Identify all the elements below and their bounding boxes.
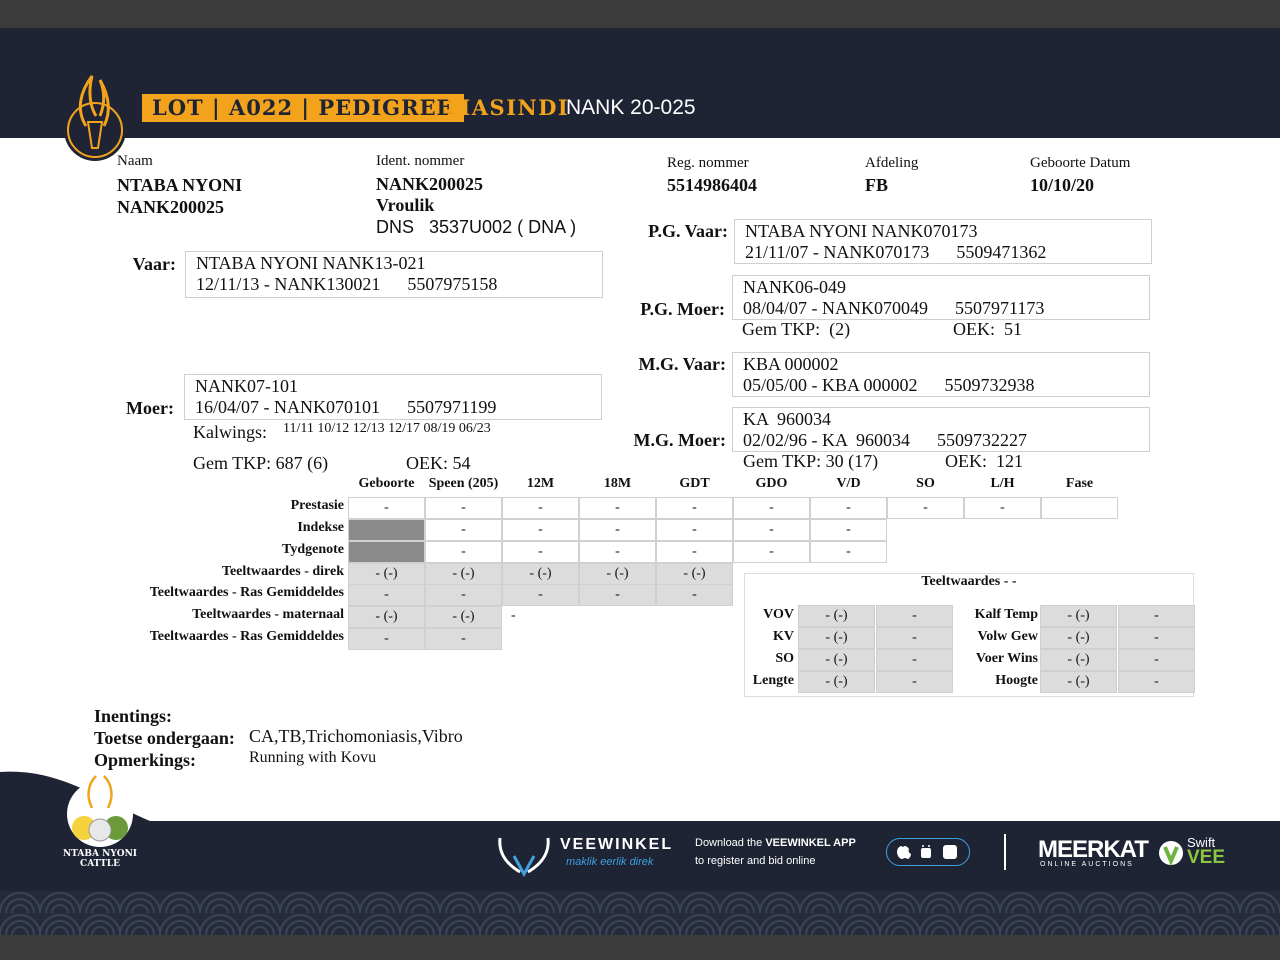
ident-label: Ident. nommer [376, 153, 465, 169]
tw-left-avg: - [876, 671, 953, 693]
mg-vaar-box [732, 352, 1150, 397]
perf-cell: - [733, 497, 810, 519]
tw-right-value: - (-) [1040, 605, 1117, 627]
tw-left-value: - (-) [798, 649, 875, 671]
perf-cell: - [887, 497, 964, 519]
perf-cell: - [810, 497, 887, 519]
perf-cell: - [656, 497, 733, 519]
tw-left-avg: - [876, 649, 953, 671]
tw-right-label: Kalf Temp [974, 607, 1038, 622]
moer-oek: OEK: 54 [406, 453, 471, 473]
toetse-value: CA,TB,Trichomoniasis,Vibro [249, 726, 463, 746]
perf-row-label: Teeltwaardes - Ras Gemiddeldes [149, 585, 344, 600]
opmerkings-label: Opmerkings: [94, 750, 197, 770]
moer-label: Moer: [126, 398, 174, 418]
pg-moer-gem-tkp: Gem TKP: (2) [742, 319, 851, 339]
ntaba-nyoni-logo [64, 772, 136, 852]
perf-cell: - [656, 519, 733, 541]
pg-vaar-label: P.G. Vaar: [648, 221, 728, 241]
perf-cell: - [656, 584, 733, 606]
perf-column-header: SO [916, 476, 935, 491]
pg-vaar-box [734, 219, 1152, 264]
geboorte-label: Geboorte Datum [1030, 155, 1131, 171]
inentings-label: Inentings: [94, 706, 173, 726]
veewinkel-tagline: maklik eerlik direk [566, 856, 654, 868]
mg-vaar-line1: KBA 000002 [743, 354, 839, 374]
naam-line1: NTABA NYONI [117, 175, 243, 195]
swiftvee-icon [1158, 840, 1184, 866]
naam-line2: NANK200025 [117, 197, 224, 217]
moer-line2: 16/04/07 - NANK070101 5507971199 [195, 397, 497, 417]
perf-cell: - [810, 519, 887, 541]
top-strip [0, 0, 1280, 28]
download-line2: to register and bid online [695, 855, 816, 867]
tw-right-value: - (-) [1040, 671, 1117, 693]
tw-right-avg: - [1118, 605, 1195, 627]
download-bold: VEEWINKEL APP [765, 837, 856, 849]
app-store-buttons[interactable] [886, 838, 970, 866]
vaar-label: Vaar: [132, 254, 176, 274]
reg-value: 5514986404 [667, 175, 757, 195]
perf-cell: - [502, 497, 579, 519]
app-icons [886, 838, 970, 866]
perf-row-label: Teeltwaardes - direk [221, 564, 344, 579]
tw-left-avg: - [876, 627, 953, 649]
perf-cell: - (-) [348, 563, 425, 585]
download-pre: Download the [695, 837, 766, 849]
moer-gem-tkp: Gem TKP: 687 (6) [193, 453, 329, 473]
reg-label: Reg. nommer [667, 155, 749, 171]
mg-moer-gem-tkp: Gem TKP: 30 (17) [743, 451, 879, 471]
perf-cell: - (-) [502, 563, 579, 585]
ntaba-logo-line2: CATTLE [80, 859, 120, 869]
tw-left-avg: - [876, 605, 953, 627]
animal-code: NANK 20-025 [566, 96, 696, 119]
tw-left-value: - (-) [798, 605, 875, 627]
ntaba-logo-text [54, 849, 146, 869]
perf-cell: - [425, 628, 502, 650]
veewinkel-logo [496, 834, 552, 878]
perf-cell: - (-) [656, 563, 733, 585]
ident-value: NANK200025 [376, 174, 483, 194]
swift-line1: Swift [1187, 835, 1216, 850]
perf-cell: - [733, 519, 810, 541]
perf-column-header: GDO [755, 476, 788, 491]
dns-value: DNS 3537U002 ( DNA ) [376, 217, 577, 237]
tw-right-avg: - [1118, 671, 1195, 693]
tw-right-value: - (-) [1040, 627, 1117, 649]
toetse-label: Toetse ondergaan: [94, 728, 235, 748]
perf-cell: - [425, 541, 502, 563]
tw-right-label: Voer Wins [975, 651, 1038, 666]
swift-line2: VEE [1187, 847, 1226, 868]
cattle-logo-icon [64, 772, 136, 850]
perf-column-header: GDT [679, 476, 710, 491]
perf-column-header: Speen (205) [428, 476, 499, 491]
meerkat-name: MEERKAT [1038, 836, 1148, 863]
kalwings-value: 11/11 10/12 12/13 12/17 08/19 06/23 [283, 421, 491, 436]
perf-cell: - [502, 519, 579, 541]
veewinkel-name: VEEWINKEL [560, 836, 674, 853]
mg-moer-oek: OEK: 121 [945, 451, 1023, 471]
perf-row-label: Teeltwaardes - Ras Gemiddeldes [149, 629, 344, 644]
download-text [695, 837, 856, 849]
perf-cell: - [425, 519, 502, 541]
pg-moer-box [732, 275, 1150, 320]
tw-left-value: - (-) [798, 671, 875, 693]
mg-moer-box [732, 407, 1150, 452]
tw-left-label: SO [775, 651, 794, 666]
mg-vaar-line2: 05/05/00 - KBA 000002 5509732938 [743, 375, 1035, 395]
moer-line1: NANK07-101 [195, 376, 298, 396]
kudu-logo [62, 70, 132, 162]
mg-moer-line1: KA 960034 [743, 409, 832, 429]
maternaal-extra: - [511, 608, 516, 623]
wave-pattern-icon [0, 891, 1280, 935]
vaar-line1: NTABA NYONI NANK13-021 [196, 253, 426, 273]
kudu-logo-icon [62, 70, 132, 162]
lot-label: LOT | A022 | PEDIGREE [142, 94, 464, 122]
moer-box [184, 374, 602, 420]
kalwings-label: Kalwings: [193, 422, 267, 442]
tw-right-label: Hoogte [995, 673, 1038, 688]
footer-curve [0, 760, 1280, 830]
perf-cell: - [579, 497, 656, 519]
perf-cell: - [579, 519, 656, 541]
perf-column-header: 12M [526, 476, 555, 491]
tw-left-value: - (-) [798, 627, 875, 649]
vaar-line2: 12/11/13 - NANK130021 5507975158 [196, 274, 498, 294]
footer-divider [1004, 834, 1006, 870]
geboorte-value: 10/10/20 [1030, 175, 1095, 195]
veewinkel-horns-icon [496, 834, 552, 878]
pg-moer-line2: 08/04/07 - NANK070049 5507971173 [743, 298, 1045, 318]
pg-moer-label: P.G. Moer: [640, 299, 725, 319]
perf-column-header: 18M [603, 476, 632, 491]
perf-cell: - [348, 628, 425, 650]
tw-right-label: Volw Gew [977, 629, 1038, 644]
mg-moer-label: M.G. Moer: [633, 430, 726, 450]
perf-cell: - (-) [579, 563, 656, 585]
perf-column-header: Geboorte [358, 476, 415, 491]
tw-right-avg: - [1118, 649, 1195, 671]
tw-right-avg: - [1118, 627, 1195, 649]
perf-column-header: Fase [1065, 476, 1094, 491]
mg-vaar-label: M.G. Vaar: [638, 354, 726, 374]
afdeling-value: FB [865, 175, 889, 195]
perf-cell: - [656, 541, 733, 563]
perf-cell: - [964, 497, 1041, 519]
perf-cell [348, 519, 425, 541]
perf-cell: - [348, 584, 425, 606]
perf-cell [1041, 497, 1118, 519]
tw-left-label: KV [773, 629, 794, 644]
perf-column-header: L/H [990, 476, 1015, 491]
perf-row-label: Indekse [297, 520, 344, 535]
perf-cell: - [425, 497, 502, 519]
swiftvee-logo [1158, 840, 1184, 866]
vaar-box [185, 251, 603, 298]
pg-moer-line1: NANK06-049 [743, 277, 846, 297]
perf-row-label: Tydgenote [282, 542, 344, 557]
perf-cell: - [810, 541, 887, 563]
perf-cell: - [348, 497, 425, 519]
perf-cell: - [502, 584, 579, 606]
animal-name: MASINDI [447, 95, 570, 120]
perf-cell: - [579, 541, 656, 563]
naam-label: Naam [117, 153, 153, 169]
footer-pattern [0, 891, 1280, 935]
ntaba-logo-line1: NTABA NYONI [62, 849, 138, 859]
perf-row-label: Teeltwaardes - maternaal [192, 607, 344, 622]
pg-vaar-line1: NTABA NYONI NANK070173 [745, 221, 978, 241]
pg-vaar-line2: 21/11/07 - NANK070173 5509471362 [745, 242, 1047, 262]
opmerkings-value: Running with Kovu [249, 749, 377, 766]
teeltwaardes-title: Teeltwaardes - - [921, 574, 1017, 589]
perf-cell [348, 541, 425, 563]
sex-value: Vroulik [376, 195, 435, 215]
perf-cell: - [425, 584, 502, 606]
perf-cell: - [579, 584, 656, 606]
meerkat-sub: ONLINE AUCTIONS [1040, 861, 1134, 868]
bottom-strip [0, 935, 1280, 960]
perf-cell: - [502, 541, 579, 563]
mg-moer-line2: 02/02/96 - KA 960034 5509732227 [743, 430, 1028, 450]
perf-cell: - [733, 541, 810, 563]
perf-cell: - (-) [425, 606, 502, 628]
tw-left-label: VOV [763, 607, 794, 622]
perf-row-label: Prestasie [290, 498, 344, 513]
pg-moer-oek: OEK: 51 [953, 319, 1022, 339]
perf-column-header: V/D [836, 476, 861, 491]
perf-cell: - (-) [348, 606, 425, 628]
tw-left-label: Lengte [752, 673, 794, 688]
tw-right-value: - (-) [1040, 649, 1117, 671]
perf-cell: - (-) [425, 563, 502, 585]
afdeling-label: Afdeling [865, 155, 919, 171]
